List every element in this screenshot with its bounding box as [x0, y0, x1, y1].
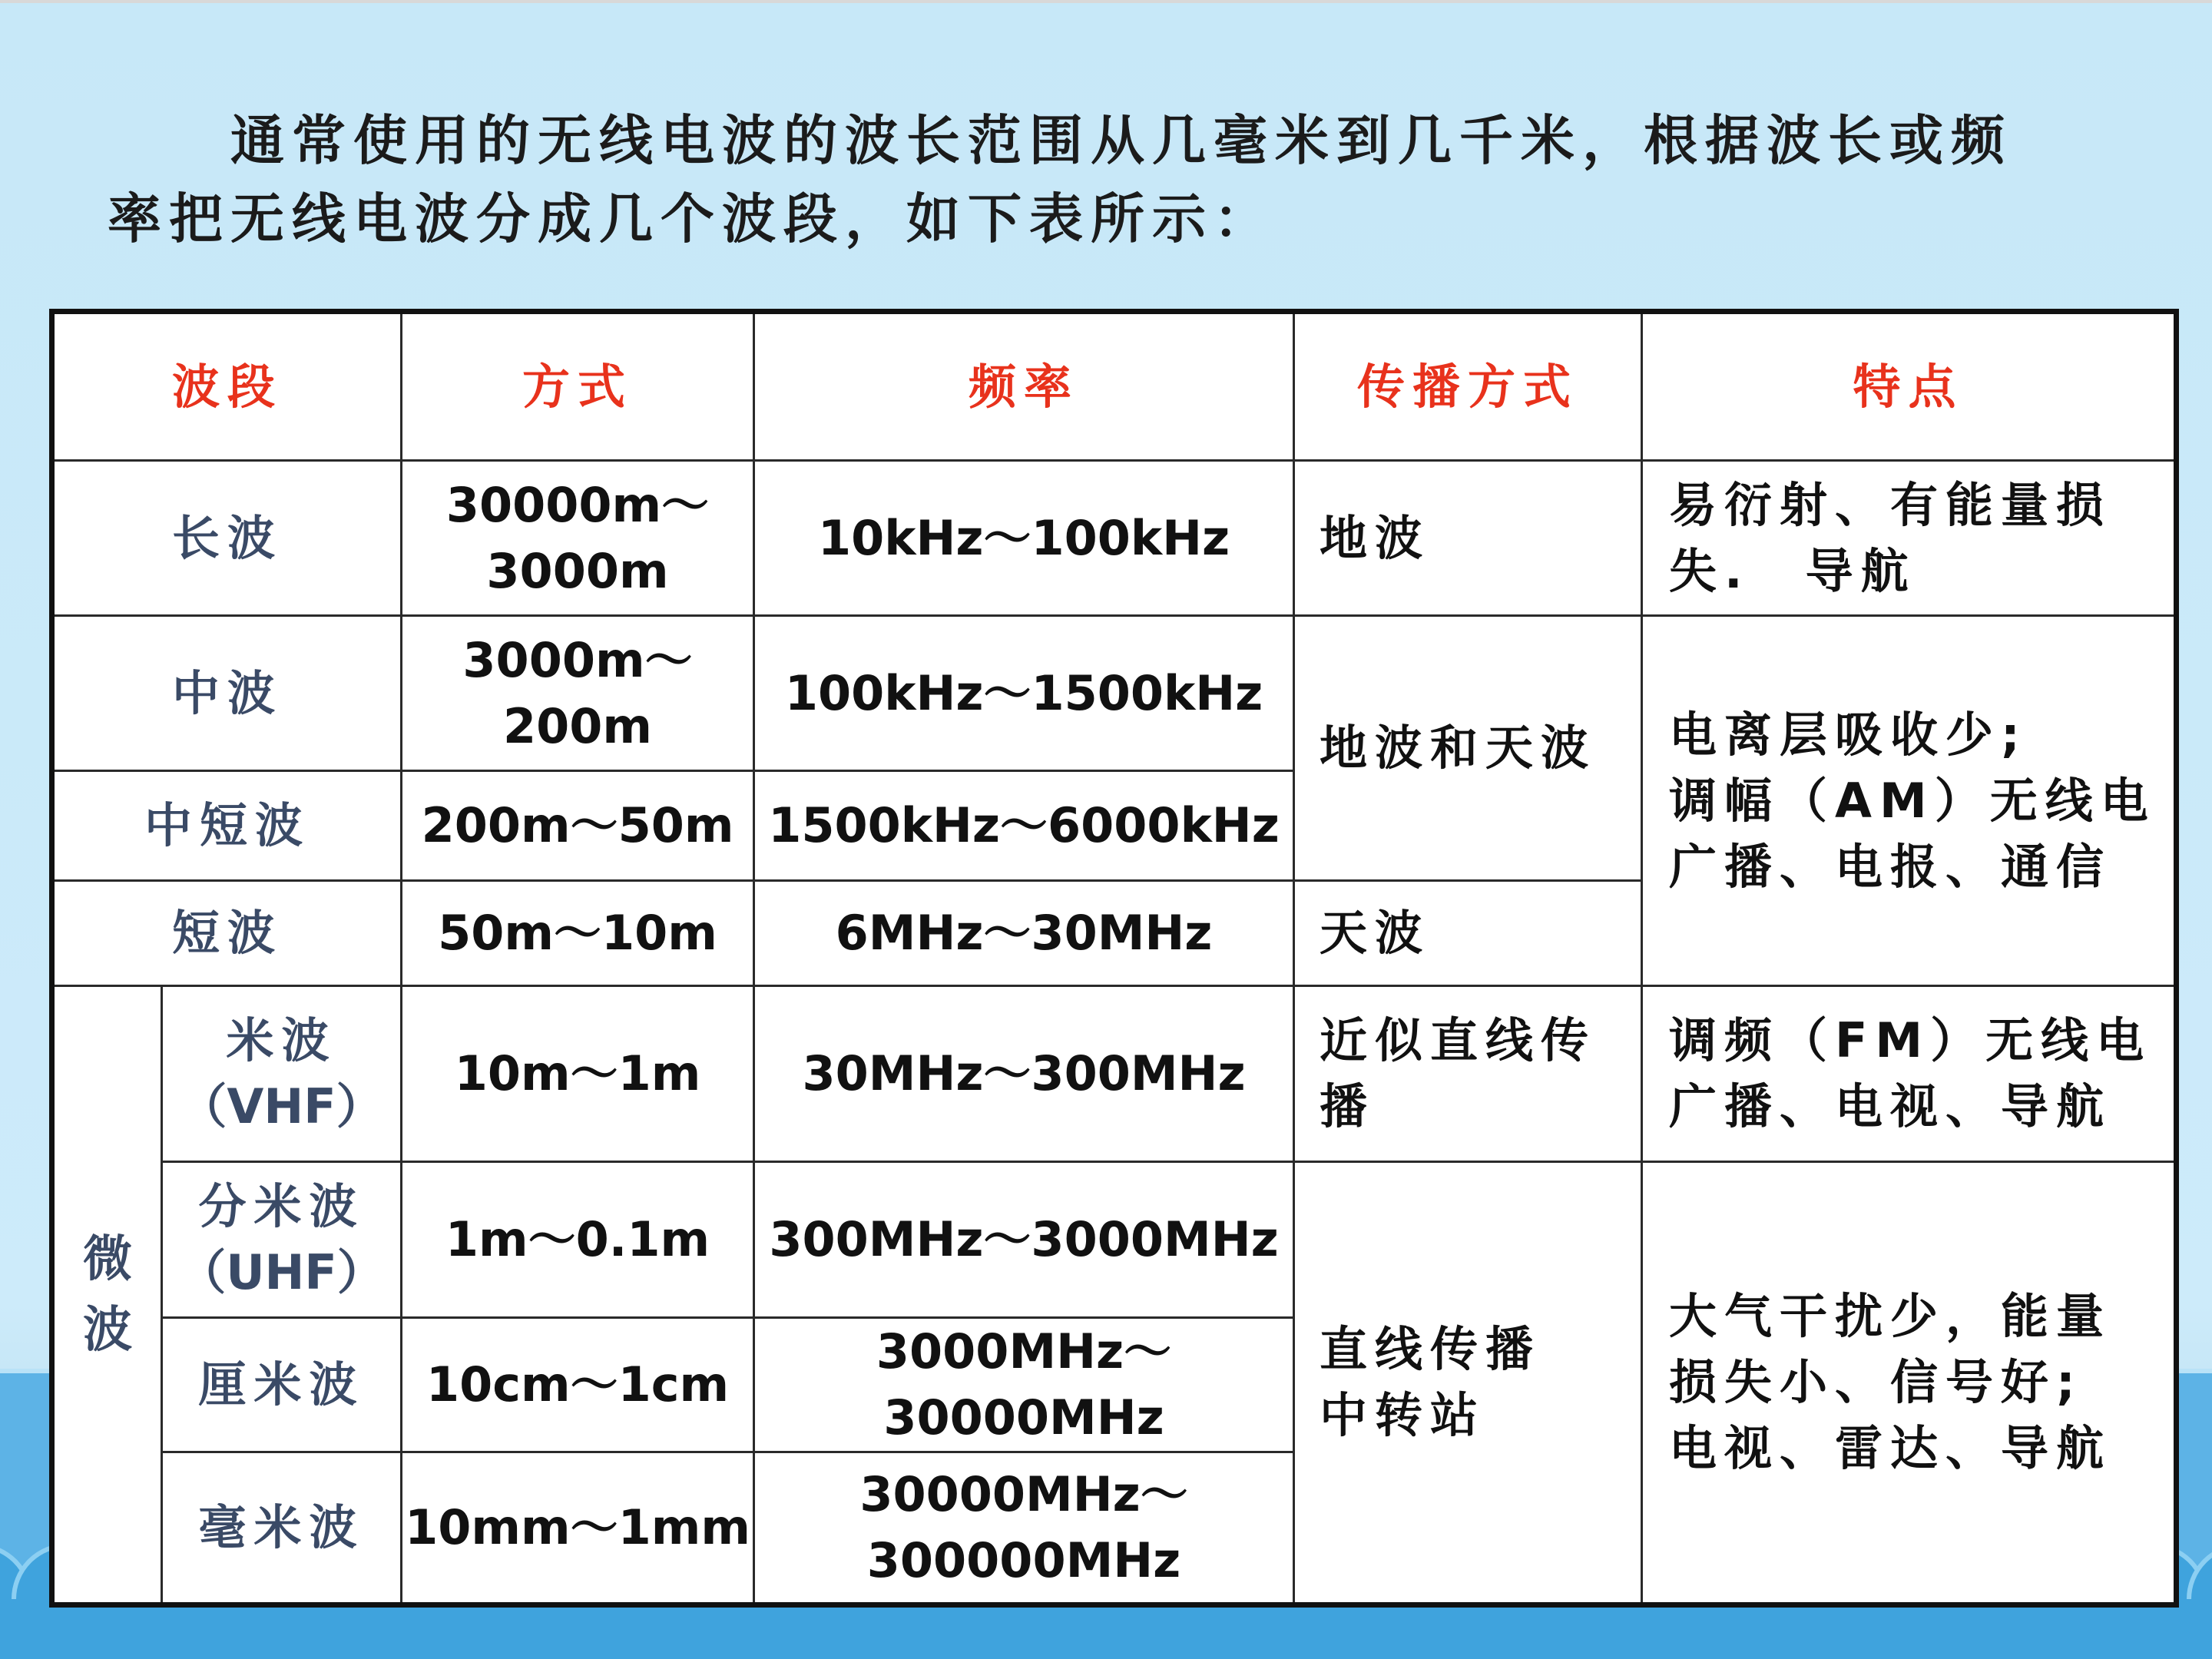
frequency-value: 30MHz～300MHz — [802, 1045, 1246, 1101]
features-line: 调频（FM）无线电 — [1669, 1012, 2152, 1068]
propagation-value: 地波和天波 — [1320, 720, 1597, 776]
band-label: 厘米波 — [198, 1356, 365, 1412]
band-cell — [162, 1318, 402, 1452]
propagation-cell — [1294, 1162, 1642, 1605]
features-cell — [1642, 461, 2177, 616]
band-cell — [52, 881, 402, 986]
microwave-label: 微 — [83, 1230, 132, 1288]
frequency-cell — [754, 616, 1294, 771]
band-label: 分米波 — [198, 1178, 365, 1234]
band-cell — [52, 616, 402, 771]
header-wavelength: 方式 — [402, 312, 754, 461]
features-cell — [1642, 986, 2177, 1162]
propagation-value: 近似直线传 — [1320, 1012, 1597, 1068]
radio-band-table — [49, 309, 2179, 1608]
wavelength-value: 10mm～1mm — [405, 1499, 750, 1555]
wavelength-value: 200m～50m — [421, 797, 734, 853]
propagation-cell — [1294, 881, 1642, 986]
band-label: 长波 — [172, 509, 283, 566]
band-label: 毫米波 — [198, 1499, 365, 1555]
wavelength-cell — [402, 461, 754, 616]
wavelength-value: 50m～10m — [438, 905, 717, 961]
wavelength-cell — [402, 881, 754, 986]
wavelength-value: 200m — [503, 697, 653, 754]
features-line: 易衍射、有能量损 — [1669, 476, 2112, 533]
propagation-cell — [1294, 616, 1642, 881]
features-line: 广播、电视、导航 — [1669, 1078, 2112, 1134]
features-line: 广播、电报、通信 — [1669, 838, 2112, 895]
frequency-value: 100kHz～1500kHz — [784, 664, 1263, 721]
microwave-label: 波 — [83, 1301, 132, 1359]
features-line: 失. 导航 — [1669, 542, 1916, 599]
wavelength-value: 3000m — [486, 542, 669, 599]
wavelength-value: 30000m～ — [445, 476, 710, 533]
table-row — [52, 986, 2177, 1162]
band-cell — [52, 461, 402, 616]
frequency-cell — [754, 1162, 1294, 1318]
frequency-cell — [754, 771, 1294, 881]
intro-paragraph — [108, 101, 2074, 258]
frequency-value: 3000MHz～30000MHz — [876, 1323, 1172, 1445]
propagation-value: 播 — [1320, 1078, 1376, 1134]
band-label: 短波 — [172, 905, 283, 961]
table-row — [52, 1162, 2177, 1318]
features-line: 损失小、信号好; — [1669, 1354, 2083, 1410]
wavelength-cell — [402, 1318, 754, 1452]
wavelength-cell — [402, 986, 754, 1162]
features-line: 电离层吸收少; — [1669, 706, 2028, 763]
propagation-cell — [1294, 986, 1642, 1162]
table-row — [52, 461, 2177, 616]
intro-line-2: 率把无线电波分成几个波段，如下表所示： — [108, 187, 1275, 250]
band-cell — [162, 1452, 402, 1605]
propagation-value: 中转站 — [1320, 1387, 1486, 1443]
band-label: 中波 — [172, 664, 283, 721]
band-label: 中短波 — [144, 797, 311, 853]
propagation-value: 天波 — [1320, 905, 1431, 961]
table-row — [52, 616, 2177, 771]
header-row — [52, 312, 2177, 461]
features-cell — [1642, 1162, 2177, 1605]
header-propagation: 传播方式 — [1294, 312, 1642, 461]
frequency-value: 1500kHz～6000kHz — [768, 797, 1280, 853]
frequency-value: 300000MHz — [866, 1532, 1181, 1588]
propagation-cell — [1294, 461, 1642, 616]
top-divider — [0, 0, 2212, 3]
wavelength-cell — [402, 616, 754, 771]
frequency-cell — [754, 461, 1294, 616]
wavelength-value: 3000m～ — [462, 631, 693, 688]
wavelength-cell — [402, 771, 754, 881]
wavelength-cell — [402, 1452, 754, 1605]
features-line: 大气干扰少，能量 — [1669, 1288, 2112, 1344]
header-frequency: 频率 — [754, 312, 1294, 461]
band-label: 米波 — [226, 1012, 337, 1068]
wavelength-value: 1m～0.1m — [445, 1211, 710, 1267]
band-cell — [162, 986, 402, 1162]
header-features: 特点 — [1642, 312, 2177, 461]
wavelength-value: 10cm～1cm — [426, 1356, 730, 1412]
microwave-group-cell — [52, 986, 162, 1605]
features-line: 调幅（AM）无线电 — [1669, 772, 2156, 829]
frequency-cell — [754, 1452, 1294, 1605]
features-cell — [1642, 616, 2177, 986]
propagation-value: 直线传播 — [1320, 1321, 1541, 1377]
frequency-cell — [754, 881, 1294, 986]
frequency-value: 10kHz～100kHz — [817, 509, 1230, 566]
intro-line-1: 通常使用的无线电波的波长范围从几毫米到几千米，根据波长或频 — [230, 109, 2012, 172]
frequency-value: 30000MHz～ — [859, 1466, 1188, 1522]
band-cell — [162, 1162, 402, 1318]
frequency-cell — [754, 986, 1294, 1162]
frequency-value: 6MHz～30MHz — [835, 905, 1213, 961]
wavelength-cell — [402, 1162, 754, 1318]
wavelength-value: 10m～1m — [454, 1045, 701, 1101]
propagation-value: 地波 — [1320, 509, 1431, 566]
frequency-cell — [754, 1318, 1294, 1452]
features-line: 电视、雷达、导航 — [1669, 1420, 2112, 1476]
band-code: （UHF） — [178, 1244, 385, 1300]
frequency-value: 300MHz～3000MHz — [769, 1211, 1279, 1267]
header-band: 波段 — [52, 312, 402, 461]
band-code: （VHF） — [179, 1078, 384, 1134]
band-cell — [52, 771, 402, 881]
